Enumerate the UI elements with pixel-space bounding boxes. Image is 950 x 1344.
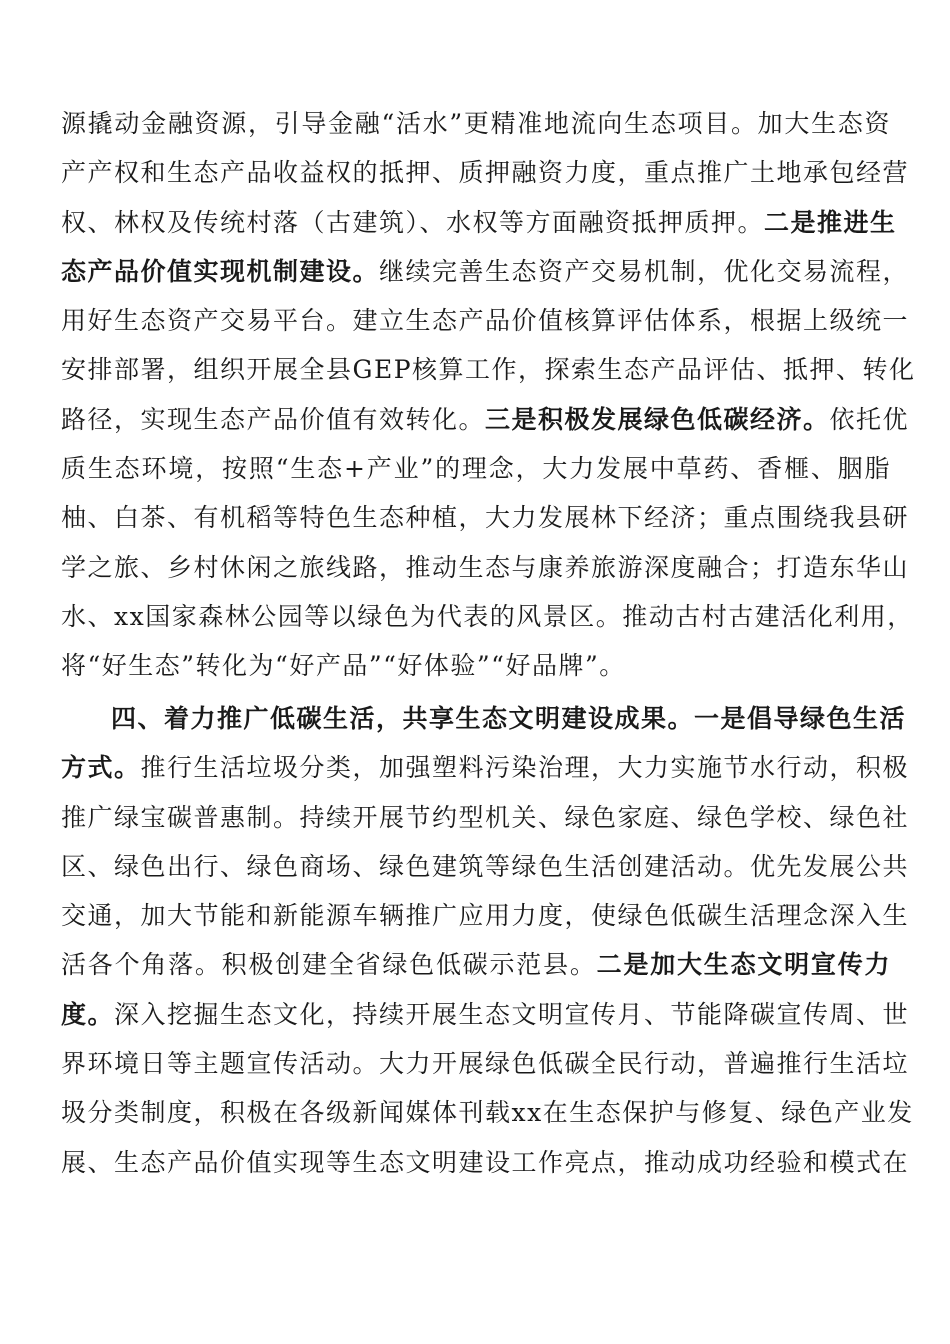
- text-line: [61, 198, 897, 247]
- text-line: [61, 940, 891, 989]
- bold-heading-run: 态产品价值实现机制建设。: [61, 256, 380, 286]
- text-run: 继续完善生态资产交易机制，优化交易流程，: [379, 256, 910, 286]
- text-line: [61, 493, 910, 542]
- text-line: [61, 395, 910, 444]
- text-line: [61, 891, 910, 940]
- section-heading: 四、着力推广低碳生活，共享生态文明建设成果。一是倡导绿色生活: [111, 704, 907, 733]
- text-run: 区、绿色出行、绿色商场、绿色建筑等绿色生活创建活动。优先发展公共: [61, 851, 910, 881]
- bold-heading-run: 三是积极发展绿色低碳经济。: [485, 404, 830, 434]
- text-run: 源撬动金融资源，引导金融“活水”更精准地流向生态项目。加大生态资: [61, 109, 891, 138]
- bold-heading-run: 二是加大生态文明宣传力: [596, 950, 891, 980]
- text-line: [61, 592, 914, 641]
- text-run: 将“好生态”转化为“好产品”“好体验”“好品牌”。: [61, 651, 626, 681]
- text-run: 产产权和生态产品收益权的抵押、质押融资力度，重点推广土地承包经营: [61, 158, 910, 188]
- text-run: 安排部署，组织开展全县GEP核算工作，探索生态产品评估、抵押、转化: [61, 355, 916, 385]
- bold-heading-run: 二是推进生: [764, 207, 897, 237]
- bold-heading-run: 方式。: [61, 753, 141, 783]
- text-run: 深入挖掘生态文化，持续开展生态文明宣传月、节能降碳宣传周、世: [114, 999, 910, 1029]
- text-line: [61, 543, 910, 592]
- section-heading-line: [61, 694, 907, 743]
- paragraph-1: [61, 99, 916, 691]
- text-run: 质生态环境，按照“生态+产业”的理念，大力发展中草药、香榧、胭脂: [61, 454, 891, 484]
- paragraph-2: [61, 694, 914, 1187]
- text-run: 展、生态产品价值实现等生态文明建设工作亮点，推动成功经验和模式在: [61, 1147, 910, 1177]
- text-run: 推行生活垃圾分类，加强塑料污染治理，大力实施节水行动，积极: [140, 753, 910, 783]
- text-line: [61, 99, 891, 148]
- bold-heading-run: 度。: [61, 999, 115, 1029]
- text-line: [61, 793, 910, 842]
- text-run: 交通，加大节能和新能源车辆推广应用力度，使绿色低碳生活理念深入生: [61, 901, 910, 931]
- text-line: [61, 743, 910, 792]
- text-run: 水、xx国家森林公园等以绿色为代表的风景区。推动古村古建活化利用，: [61, 601, 914, 631]
- text-line: [61, 444, 891, 493]
- text-run: 路径，实现生态产品价值有效转化。: [61, 404, 486, 434]
- text-run: 用好生态资产交易平台。建立生态产品价值核算评估体系，根据上级统一: [61, 306, 910, 336]
- text-run: 圾分类制度，积极在各级新闻媒体刊载xx在生态保护与修复、绿色产业发: [61, 1098, 914, 1128]
- text-line: [61, 345, 916, 394]
- text-line: [61, 641, 891, 690]
- text-line: [61, 1088, 914, 1137]
- text-line: [61, 1138, 910, 1187]
- text-line: [61, 842, 910, 891]
- text-run: 界环境日等主题宣传活动。大力开展绿色低碳全民行动，普遍推行生活垃: [61, 1049, 910, 1079]
- text-line: [61, 990, 910, 1039]
- text-run: 学之旅、乡村休闲之旅线路，推动生态与康养旅游深度融合；打造东华山: [61, 552, 910, 582]
- text-line: [61, 1039, 910, 1088]
- text-run: 依托优: [829, 404, 910, 434]
- text-run: 柚、白茶、有机稻等特色生态种植，大力发展林下经济；重点围绕我县研: [61, 503, 910, 533]
- text-run: 活各个角落。积极创建全省绿色低碳示范县。: [61, 950, 597, 980]
- text-line: [61, 247, 910, 296]
- text-line: [61, 148, 910, 197]
- text-run: 权、林权及传统村落（古建筑）、水权等方面融资抵押质押。: [61, 207, 765, 237]
- text-run: 推广绿宝碳普惠制。持续开展节约型机关、绿色家庭、绿色学校、绿色社: [61, 802, 910, 832]
- text-line: [61, 296, 910, 345]
